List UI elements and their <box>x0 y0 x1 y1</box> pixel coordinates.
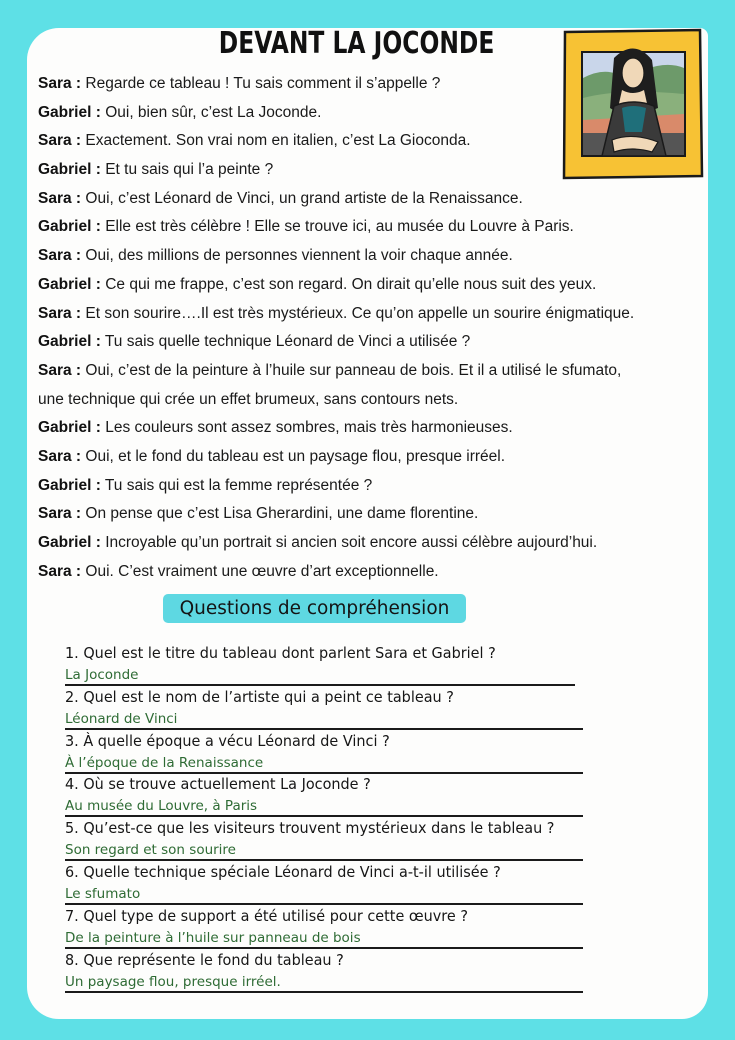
answer-line <box>65 903 583 905</box>
speaker: Gabriel : <box>38 419 101 437</box>
answer-line <box>65 772 583 774</box>
question-item <box>65 906 585 950</box>
question-item <box>65 774 585 818</box>
utterance: Oui, c’est de la peinture à l’huile sur panneau de bois. Et il a utilisé le sfumato, <box>81 361 622 379</box>
speaker: Sara : <box>38 447 82 465</box>
dialogue <box>38 70 698 586</box>
speaker: Sara : <box>38 361 82 379</box>
dialogue-line <box>38 70 698 99</box>
dialogue-line <box>38 156 698 185</box>
utterance: Regarde ce tableau ! Tu sais comment il s’appelle ? <box>81 75 441 92</box>
speaker: Gabriel : <box>38 103 101 121</box>
answer-field[interactable]: À l’époque de la Renaissance <box>65 754 264 771</box>
speaker: Sara : <box>38 505 82 523</box>
question-text: 3. À quelle époque a vécu Léonard de Vinci ? <box>65 731 390 750</box>
utterance: Oui, c’est Léonard de Vinci, un grand artiste de la Renaissance. <box>81 189 523 207</box>
utterance: Tu sais qui est la femme représentée ? <box>100 476 373 494</box>
question-item <box>65 818 585 862</box>
dialogue-line <box>38 185 698 214</box>
dialogue-line <box>38 271 698 300</box>
utterance: une technique qui crée un effet brumeux, sans contours nets. <box>38 390 459 408</box>
question-text: 5. Qu’est-ce que les visiteurs trouvent mystérieux dans le tableau ? <box>65 819 555 838</box>
dialogue-line <box>38 242 698 271</box>
answer-field[interactable]: Au musée du Louvre, à Paris <box>65 798 258 815</box>
utterance: Les couleurs sont assez sombres, mais très harmonieuses. <box>100 419 513 437</box>
question-item <box>65 862 585 906</box>
answer-line <box>65 684 575 686</box>
question-text: 1. Quel est le titre du tableau dont parlent Sara et Gabriel ? <box>65 644 496 662</box>
utterance: Oui, des millions de personnes viennent la voir chaque année. <box>81 247 513 265</box>
answer-field[interactable]: Léonard de Vinci <box>65 710 178 727</box>
answer-field[interactable]: De la peinture à l’huile sur panneau de bois <box>65 929 361 946</box>
speaker: Sara : <box>38 562 82 580</box>
utterance: Exactement. Son vrai nom en italien, c’est La Gioconda. <box>81 132 471 150</box>
question-text: 8. Que représente le fond du tableau ? <box>65 950 344 969</box>
utterance: Oui. C’est vraiment une œuvre d’art exceptionnelle. <box>81 562 439 580</box>
speaker: Sara : <box>38 75 82 92</box>
answer-line <box>65 947 583 949</box>
dialogue-line <box>38 443 698 472</box>
comprehension-questions <box>65 643 585 993</box>
dialogue-line <box>38 500 698 529</box>
speaker: Gabriel : <box>38 275 101 293</box>
question-item <box>65 950 585 994</box>
utterance: Tu sais quelle technique Léonard de Vinci a utilisée ? <box>100 333 471 351</box>
dialogue-line <box>38 529 698 558</box>
utterance: Elle est très célèbre ! Elle se trouve ici, au musée du Louvre à Paris. <box>100 218 574 236</box>
speaker: Gabriel : <box>38 161 101 179</box>
question-text: 4. Où se trouve actuellement La Joconde ? <box>65 775 371 794</box>
question-item <box>65 643 585 687</box>
utterance: Et tu sais qui l’a peinte ? <box>100 161 274 179</box>
question-text: 2. Quel est le nom de l’artiste qui a peint ce tableau ? <box>65 687 454 706</box>
dialogue-line <box>38 328 698 357</box>
utterance: Oui, et le fond du tableau est un paysage flou, presque irréel. <box>81 447 506 465</box>
speaker: Sara : <box>38 304 82 322</box>
speaker: Gabriel : <box>38 333 101 351</box>
question-text: 7. Quel type de support a été utilisé pour cette œuvre ? <box>65 906 469 925</box>
dialogue-line <box>38 472 698 501</box>
speaker: Gabriel : <box>38 218 101 236</box>
answer-field[interactable]: Le sfumato <box>65 885 141 902</box>
speaker: Sara : <box>38 132 82 150</box>
utterance: On pense que c’est Lisa Gherardini, une dame florentine. <box>81 505 479 523</box>
dialogue-line <box>38 414 698 443</box>
question-item <box>65 731 585 775</box>
dialogue-line <box>38 558 698 587</box>
answer-line <box>65 859 583 861</box>
dialogue-line <box>38 357 698 386</box>
answer-field[interactable]: Son regard et son sourire <box>65 842 236 859</box>
section-heading: Questions de compréhension <box>163 594 466 623</box>
speaker: Gabriel : <box>38 534 101 551</box>
speaker: Sara : <box>38 189 82 207</box>
dialogue-line <box>38 99 698 128</box>
utterance: Incroyable qu’un portrait si ancien soit encore aussi célèbre aujourd’hui. <box>100 534 598 551</box>
answer-field[interactable]: La Joconde <box>65 667 139 683</box>
dialogue-line <box>38 127 698 156</box>
answer-line <box>65 815 583 817</box>
speaker: Sara : <box>38 247 82 265</box>
answer-field[interactable]: Un paysage flou, presque irréel. <box>65 973 281 990</box>
question-text: 6. Quelle technique spéciale Léonard de Vinci a-t-il utilisée ? <box>65 862 501 881</box>
utterance: Et son sourire….Il est très mystérieux. Ce qu’on appelle un sourire énigmatique. <box>81 304 635 322</box>
dialogue-line <box>38 386 698 415</box>
dialogue-line <box>38 300 698 329</box>
question-item <box>65 687 585 731</box>
page-title: DEVANT LA JOCONDE <box>218 26 495 61</box>
utterance: Ce qui me frappe, c’est son regard. On dirait qu’elle nous suit des yeux. <box>100 275 597 293</box>
answer-line <box>65 991 583 993</box>
utterance: Oui, bien sûr, c’est La Joconde. <box>100 103 322 121</box>
dialogue-line <box>38 213 698 242</box>
speaker: Gabriel : <box>38 476 101 494</box>
answer-line <box>65 728 583 730</box>
